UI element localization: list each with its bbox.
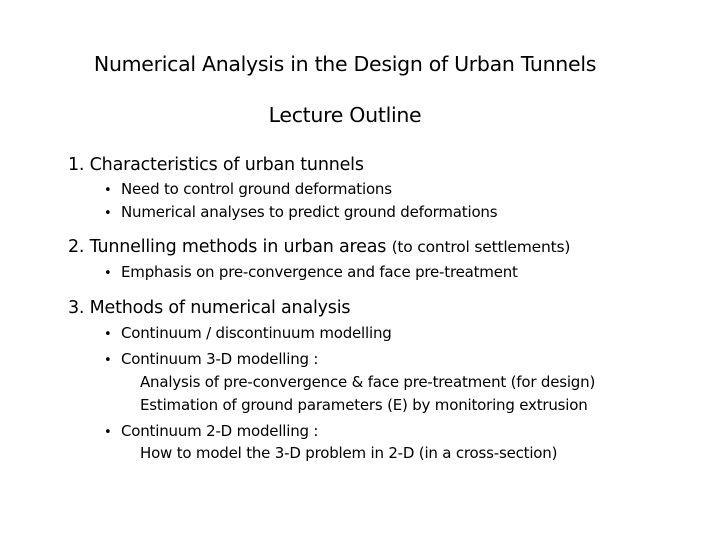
sub-item: Estimation of ground parameters (E) by monitoring extrusion — [140, 396, 588, 414]
bullet-text: Continuum 2-D modelling : — [121, 422, 319, 440]
bullet-icon: • — [104, 266, 112, 281]
list-item — [104, 350, 318, 368]
sub-item: Analysis of pre-convergence & face pre-treatment (for design) — [140, 373, 596, 391]
section-heading-text: 2. Tunnelling methods in urban areas — [68, 237, 387, 257]
slide-title: Numerical Analysis in the Design of Urban Tunnels — [93, 52, 597, 76]
bullet-text: Continuum / discontinuum modelling — [121, 324, 392, 342]
sub-item: How to model the 3-D problem in 2-D (in a cross-section) — [140, 444, 558, 462]
bullet-text: Continuum 3-D modelling : — [121, 350, 319, 368]
section-heading-note: (to control settlements) — [391, 238, 571, 256]
section-heading-text: 3. Methods of numerical analysis — [68, 298, 351, 318]
bullet-icon: • — [104, 327, 112, 342]
bullet-icon: • — [104, 425, 112, 440]
bullet-text: Need to control ground deformations — [121, 180, 392, 198]
section-1-heading — [68, 155, 364, 175]
list-item — [104, 203, 497, 221]
list-item — [104, 180, 392, 198]
bullet-icon: • — [104, 206, 112, 221]
list-item — [104, 422, 318, 440]
section-2-heading — [68, 237, 570, 257]
section-heading-text: 1. Characteristics of urban tunnels — [68, 155, 364, 175]
list-item — [104, 263, 518, 281]
bullet-icon: • — [104, 183, 112, 198]
bullet-text: Numerical analyses to predict ground deformations — [121, 203, 498, 221]
bullet-icon: • — [104, 353, 112, 368]
section-3-heading — [68, 298, 350, 318]
slide-subtitle: Lecture Outline — [268, 103, 422, 127]
bullet-text: Emphasis on pre-convergence and face pre-treatment — [121, 263, 518, 281]
list-item — [104, 324, 392, 342]
